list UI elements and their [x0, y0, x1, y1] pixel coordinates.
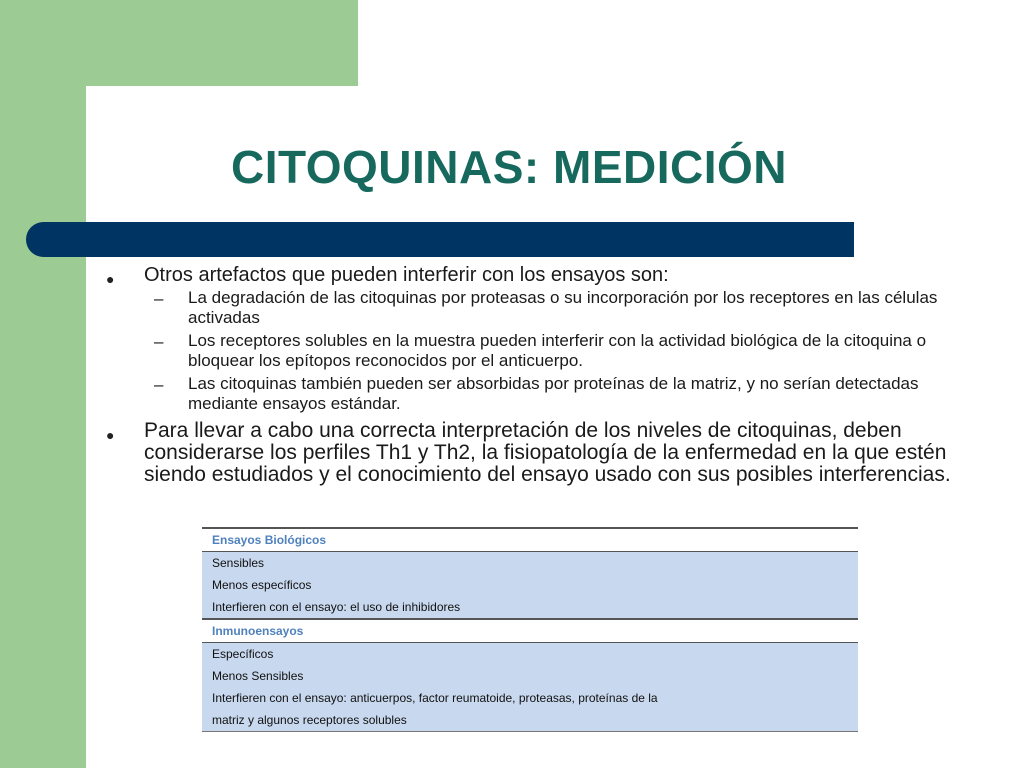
table-row: Específicos [202, 643, 858, 665]
sub-bullet-text: La degradación de las citoquinas por proteasas o su incorporación por los receptores en las células activadas [188, 288, 938, 327]
sub-bullet-item [102, 374, 982, 414]
dash-icon: – [154, 332, 164, 351]
dash-icon: – [154, 289, 164, 308]
title-underline-bar [26, 222, 854, 257]
sub-bullet-item [102, 331, 982, 371]
sub-bullet-text: Los receptores solubles en la muestra pueden interferir con la actividad biológica de la citoquina o bloquear los epítopos reconocidos por el anticuerpo. [188, 331, 927, 370]
dash-icon: – [154, 375, 164, 394]
table-row: Interfieren con el ensayo: el uso de inhibidores [202, 596, 858, 618]
top-green-band [0, 0, 358, 86]
table-row: Interfieren con el ensayo: anticuerpos, factor reumatoide, proteasas, proteínas de la [202, 687, 858, 709]
assay-comparison-table [202, 527, 858, 732]
bullet-item [102, 420, 982, 486]
bullet-text: Otros artefactos que pueden interferir con los ensayos son: [144, 264, 669, 286]
table-row: matriz y algunos receptores solubles [202, 709, 858, 732]
table-section-header: Inmunoensayos [202, 618, 858, 643]
bullet-dot-icon: ● [106, 271, 115, 287]
sub-bullet-item [102, 288, 982, 328]
bullet-text: Para llevar a cabo una correcta interpretación de los niveles de citoquinas, deben considerarse los perfiles Th1 y Th2, la fisiopatología de la enfermedad en la que estén siendo estudiados y el conocimiento del ensayo usado con sus posibles interferencias. [144, 419, 951, 486]
sub-bullet-text: Las citoquinas también pueden ser absorbidas por proteínas de la matriz, y no serían detectadas mediante ensayos estándar. [188, 374, 919, 413]
table-row: Sensibles [202, 552, 858, 574]
bullet-dot-icon: ● [106, 427, 115, 443]
left-green-band [0, 0, 86, 768]
table-section-header: Ensayos Biológicos [202, 527, 858, 552]
table-row: Menos Sensibles [202, 665, 858, 687]
table-row: Menos específicos [202, 574, 858, 596]
bullet-list [102, 264, 982, 486]
slide-title: CITOQUINAS: MEDICIÓN [230, 141, 788, 193]
bullet-item [102, 264, 982, 286]
